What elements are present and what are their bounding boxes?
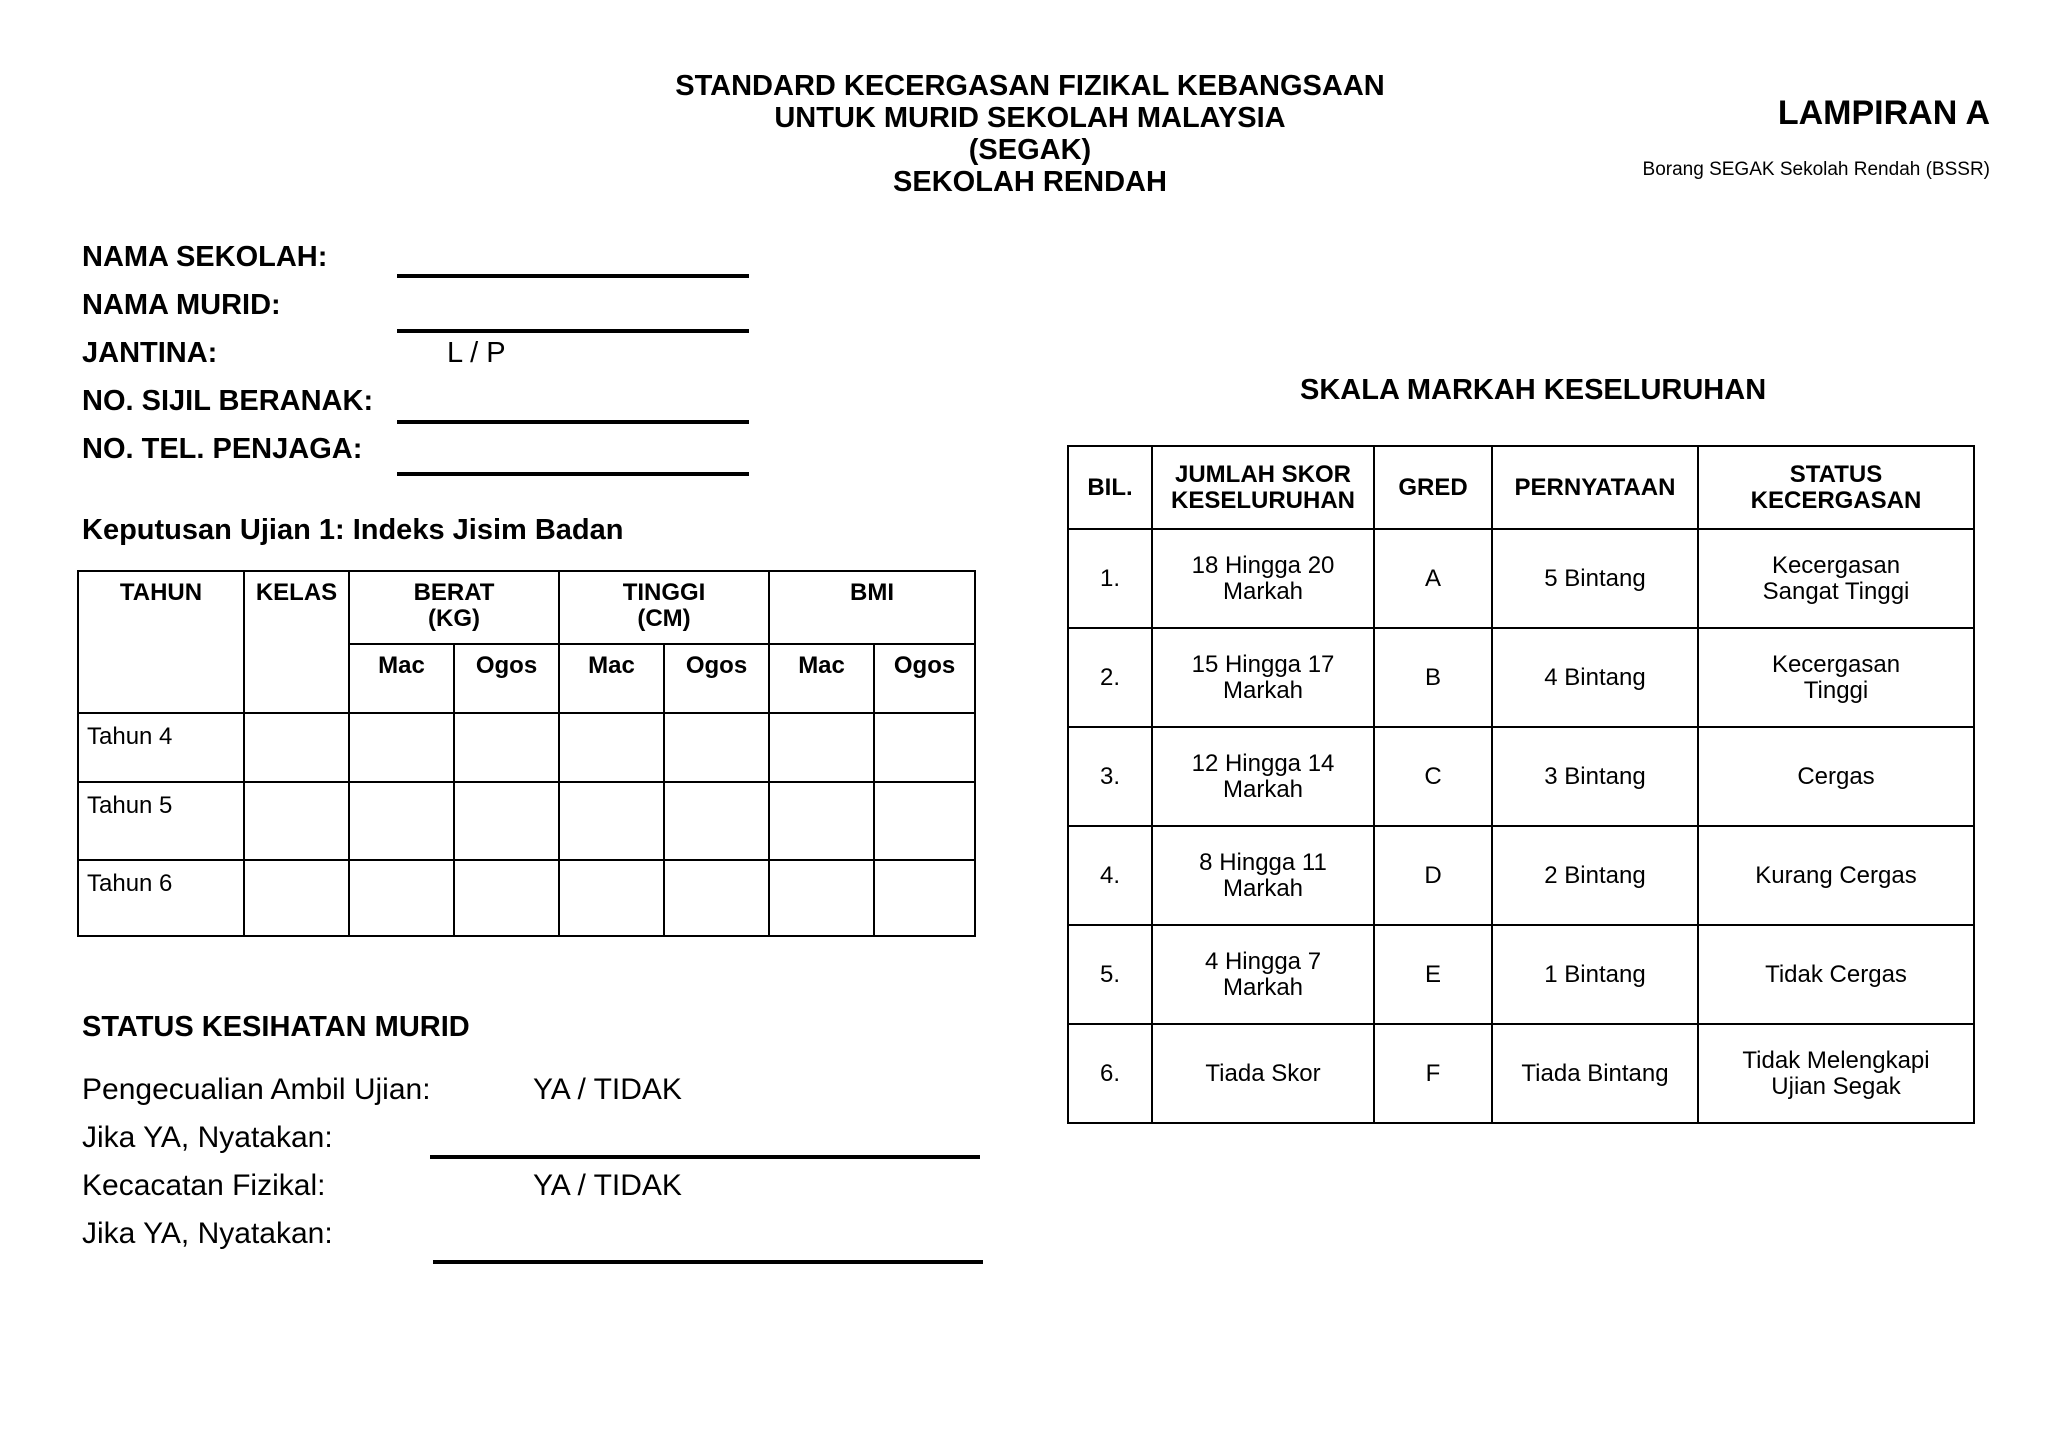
bmi-table bbox=[77, 570, 976, 937]
score-scale-table bbox=[1067, 445, 1975, 1124]
table-row bbox=[1068, 727, 1974, 826]
school-name-line[interactable] bbox=[397, 274, 749, 278]
gender-label: JANTINA: bbox=[82, 337, 218, 369]
cell-status: Tidak Cergas bbox=[1698, 925, 1974, 1024]
input-cell[interactable] bbox=[349, 860, 454, 936]
cell-grade: D bbox=[1374, 826, 1492, 925]
row-label-year-4: Tahun 4 bbox=[78, 713, 244, 782]
cell-score: Tiada Skor bbox=[1152, 1024, 1374, 1123]
cell-grade: F bbox=[1374, 1024, 1492, 1123]
input-cell[interactable] bbox=[559, 713, 664, 782]
cell-statement: 1 Bintang bbox=[1492, 925, 1698, 1024]
cell-status: Kecergasan Sangat Tinggi bbox=[1698, 529, 1974, 628]
header-no: BIL. bbox=[1068, 446, 1152, 529]
cell-statement: Tiada Bintang bbox=[1492, 1024, 1698, 1123]
table-row bbox=[78, 782, 975, 860]
table-row bbox=[1068, 1024, 1974, 1123]
health-section-title: STATUS KESIHATAN MURID bbox=[82, 1011, 470, 1043]
input-cell[interactable] bbox=[559, 860, 664, 936]
cell-no: 1. bbox=[1068, 529, 1152, 628]
cell-grade: E bbox=[1374, 925, 1492, 1024]
cell-statement: 3 Bintang bbox=[1492, 727, 1698, 826]
cell-grade: A bbox=[1374, 529, 1492, 628]
cell-status: Kecergasan Tinggi bbox=[1698, 628, 1974, 727]
row-label-year-6: Tahun 6 bbox=[78, 860, 244, 936]
form-title bbox=[560, 70, 1500, 198]
table-row bbox=[1068, 529, 1974, 628]
exemption-label: Pengecualian Ambil Ujian: bbox=[82, 1073, 431, 1106]
input-cell[interactable] bbox=[874, 713, 975, 782]
input-cell[interactable] bbox=[349, 713, 454, 782]
cell-status: Cergas bbox=[1698, 727, 1974, 826]
cell-status: Kurang Cergas bbox=[1698, 826, 1974, 925]
input-cell[interactable] bbox=[874, 860, 975, 936]
cell-score: 12 Hingga 14 Markah bbox=[1152, 727, 1374, 826]
input-cell[interactable] bbox=[454, 713, 559, 782]
scale-section-title: SKALA MARKAH KESELURUHAN bbox=[1300, 374, 1767, 406]
input-cell[interactable] bbox=[769, 782, 874, 860]
cell-statement: 5 Bintang bbox=[1492, 529, 1698, 628]
header-weight-mar: Mac bbox=[349, 644, 454, 713]
header-grade: GRED bbox=[1374, 446, 1492, 529]
guardian-phone-label: NO. TEL. PENJAGA: bbox=[82, 433, 363, 465]
cell-grade: C bbox=[1374, 727, 1492, 826]
disability-options[interactable]: YA / TIDAK bbox=[533, 1169, 682, 1202]
disability-detail-label: Jika YA, Nyatakan: bbox=[82, 1217, 333, 1250]
row-label-year-5: Tahun 5 bbox=[78, 782, 244, 860]
table-row bbox=[1068, 925, 1974, 1024]
bmi-section-title: Keputusan Ujian 1: Indeks Jisim Badan bbox=[82, 514, 624, 546]
header-height-mar: Mac bbox=[559, 644, 664, 713]
header-weight-aug: Ogos bbox=[454, 644, 559, 713]
exemption-detail-label: Jika YA, Nyatakan: bbox=[82, 1121, 333, 1154]
title-line-1: STANDARD KECERGASAN FIZIKAL KEBANGSAAN bbox=[675, 70, 1385, 102]
header-height: TINGGI (CM) bbox=[559, 571, 769, 644]
title-line-4: SEKOLAH RENDAH bbox=[893, 166, 1167, 198]
cell-statement: 4 Bintang bbox=[1492, 628, 1698, 727]
student-name-line[interactable] bbox=[397, 329, 749, 333]
table-row bbox=[78, 860, 975, 936]
cell-status: Tidak Melengkapi Ujian Segak bbox=[1698, 1024, 1974, 1123]
appendix-label: LAMPIRAN A bbox=[1777, 94, 1990, 132]
guardian-phone-line[interactable] bbox=[397, 472, 749, 476]
cell-score: 4 Hingga 7 Markah bbox=[1152, 925, 1374, 1024]
exemption-options[interactable]: YA / TIDAK bbox=[533, 1073, 682, 1106]
disability-detail-line[interactable] bbox=[433, 1260, 983, 1264]
cell-no: 3. bbox=[1068, 727, 1152, 826]
input-cell[interactable] bbox=[349, 782, 454, 860]
input-cell[interactable] bbox=[244, 782, 349, 860]
cell-no: 4. bbox=[1068, 826, 1152, 925]
header-bmi: BMI bbox=[769, 571, 975, 644]
header-weight: BERAT (KG) bbox=[349, 571, 559, 644]
header-class: KELAS bbox=[244, 571, 349, 713]
cell-no: 5. bbox=[1068, 925, 1152, 1024]
input-cell[interactable] bbox=[454, 860, 559, 936]
birth-cert-label: NO. SIJIL BERANAK: bbox=[82, 385, 374, 417]
table-row bbox=[1068, 826, 1974, 925]
title-line-2: UNTUK MURID SEKOLAH MALAYSIA bbox=[774, 102, 1286, 134]
school-name-label: NAMA SEKOLAH: bbox=[82, 241, 328, 273]
input-cell[interactable] bbox=[874, 782, 975, 860]
input-cell[interactable] bbox=[769, 713, 874, 782]
gender-options[interactable]: L / P bbox=[447, 337, 506, 369]
input-cell[interactable] bbox=[769, 860, 874, 936]
cell-score: 15 Hingga 17 Markah bbox=[1152, 628, 1374, 727]
disability-label: Kecacatan Fizikal: bbox=[82, 1169, 326, 1202]
cell-score: 18 Hingga 20 Markah bbox=[1152, 529, 1374, 628]
cell-grade: B bbox=[1374, 628, 1492, 727]
input-cell[interactable] bbox=[664, 713, 769, 782]
student-name-label: NAMA MURID: bbox=[82, 289, 281, 321]
input-cell[interactable] bbox=[244, 860, 349, 936]
input-cell[interactable] bbox=[454, 782, 559, 860]
form-code: Borang SEGAK Sekolah Rendah (BSSR) bbox=[1642, 159, 1990, 180]
header-fitness-status: STATUS KECERGASAN bbox=[1698, 446, 1974, 529]
input-cell[interactable] bbox=[664, 782, 769, 860]
header-bmi-mar: Mac bbox=[769, 644, 874, 713]
header-height-aug: Ogos bbox=[664, 644, 769, 713]
header-total-score: JUMLAH SKOR KESELURUHAN bbox=[1152, 446, 1374, 529]
exemption-detail-line[interactable] bbox=[430, 1155, 980, 1159]
table-row bbox=[78, 713, 975, 782]
input-cell[interactable] bbox=[244, 713, 349, 782]
header-year: TAHUN bbox=[78, 571, 244, 713]
cell-no: 6. bbox=[1068, 1024, 1152, 1123]
cell-statement: 2 Bintang bbox=[1492, 826, 1698, 925]
input-cell[interactable] bbox=[664, 860, 769, 936]
birth-cert-line[interactable] bbox=[397, 420, 749, 424]
cell-no: 2. bbox=[1068, 628, 1152, 727]
table-row bbox=[1068, 628, 1974, 727]
cell-score: 8 Hingga 11 Markah bbox=[1152, 826, 1374, 925]
header-statement: PERNYATAAN bbox=[1492, 446, 1698, 529]
header-bmi-aug: Ogos bbox=[874, 644, 975, 713]
input-cell[interactable] bbox=[559, 782, 664, 860]
title-line-3: (SEGAK) bbox=[968, 134, 1092, 166]
